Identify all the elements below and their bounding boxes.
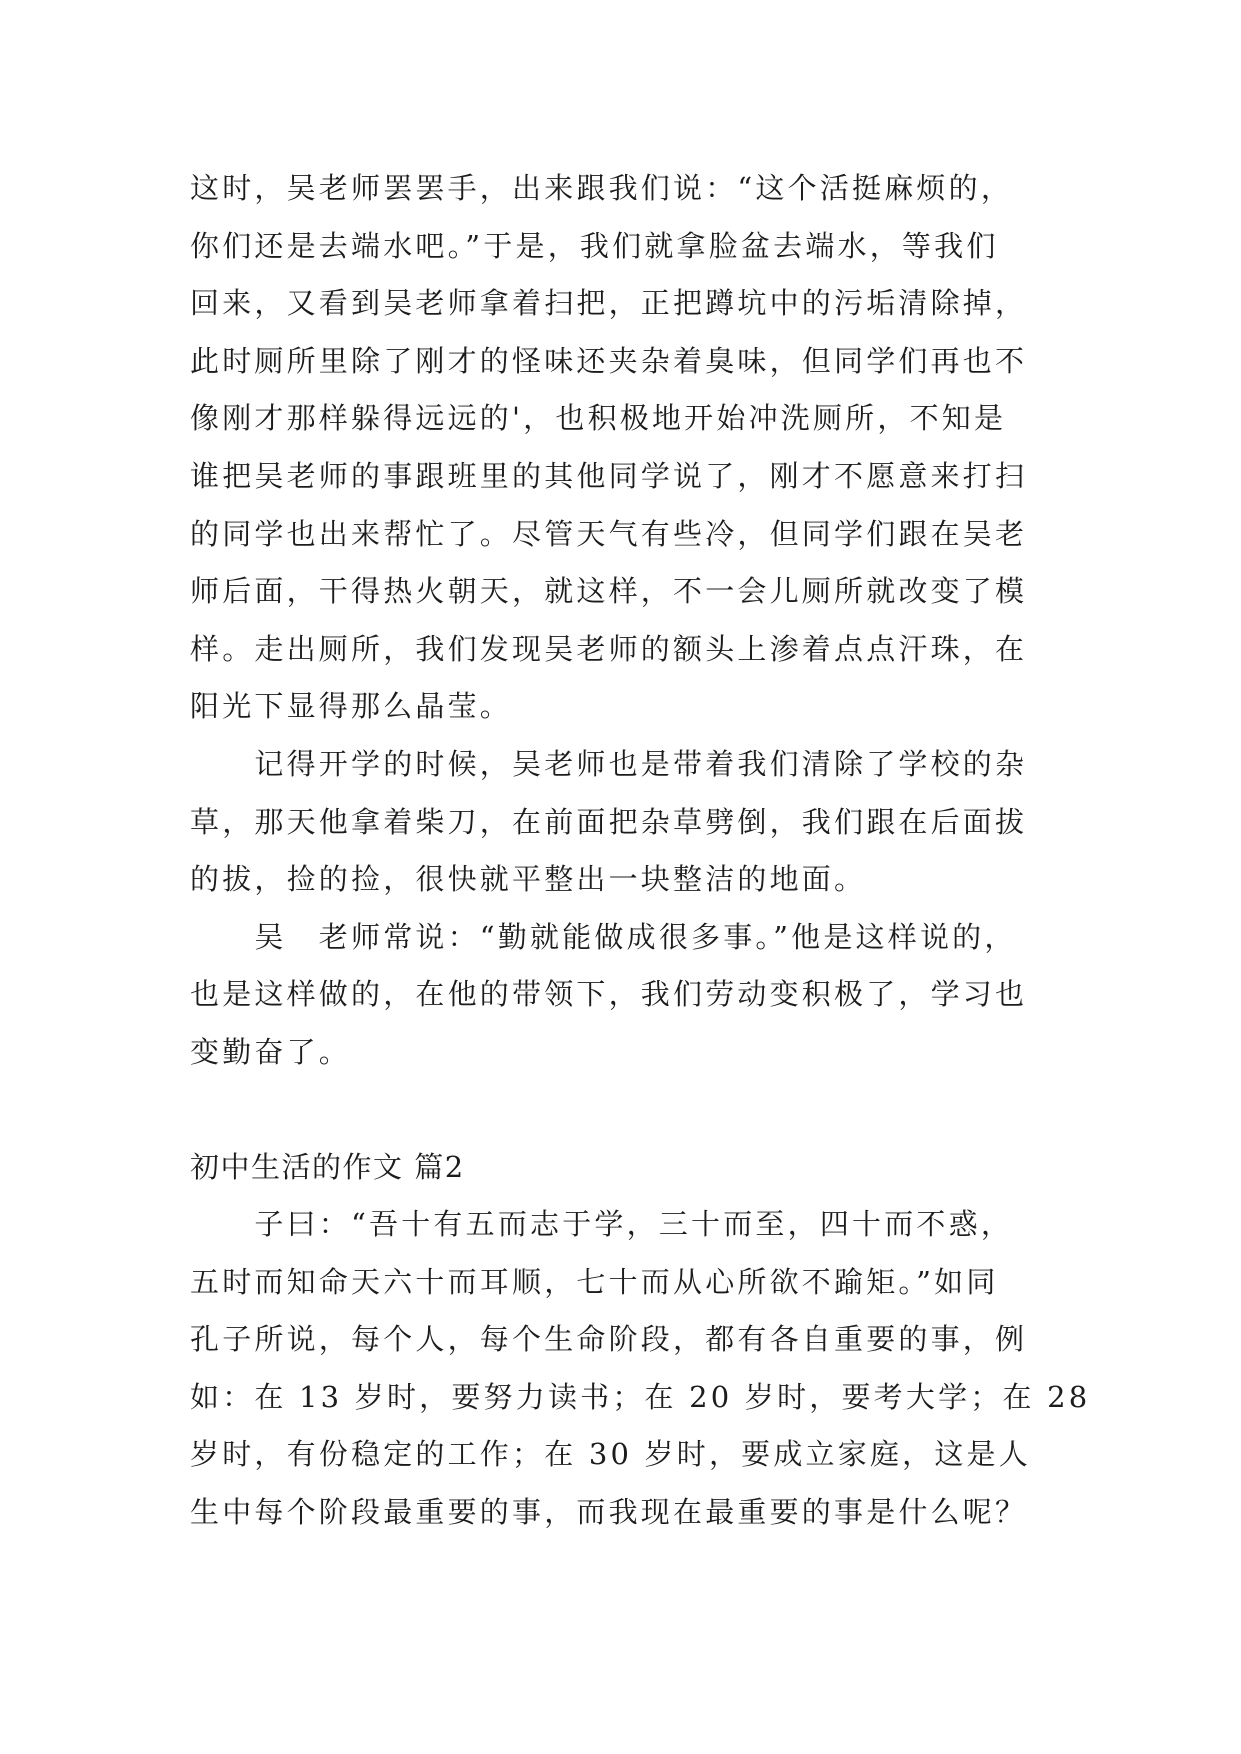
text-line: 你们还是去端水吧。”于是，我们就拿脸盆去端水，等我们 — [190, 228, 999, 263]
text-line: 如：在 13 岁时，要努力读书；在 20 岁时，要考大学；在 28 — [190, 1379, 1091, 1414]
paragraph-clearing-weeds — [190, 736, 1090, 909]
text-line: 生中每个阶段最重要的事，而我现在最重要的事是什么呢？ — [190, 1495, 1028, 1530]
text-line: 子曰：“吾十有五而志于学，三十而至，四十而不惑， — [190, 1207, 1014, 1242]
text-line: 孔子所说，每个人，每个生命阶段，都有各自重要的事，例 — [190, 1322, 1028, 1357]
text-line: 样。走出厕所，我们发现吴老师的额头上渗着点点汗珠，在 — [190, 631, 1028, 666]
text-line: 回来，又看到吴老师拿着扫把，正把蹲坑中的污垢清除掉， — [190, 286, 1028, 321]
text-line: 像刚才那样躲得远远的'，也积极地开始冲洗厕所，不知是 — [190, 401, 1007, 436]
text-line: 岁时，有份稳定的工作；在 30 岁时，要成立家庭，这是人 — [190, 1437, 1031, 1472]
text-line: 此时厕所里除了刚才的怪味还夹杂着臭味，但同学们再也不 — [190, 343, 1028, 378]
text-line: 师后面，干得热火朝天，就这样，不一会儿厕所就改变了模 — [190, 574, 1028, 609]
text-line: 记得开学的时候，吴老师也是带着我们清除了学校的杂 — [190, 746, 1028, 781]
text-line: 变勤奋了。 — [190, 1034, 352, 1069]
document-body — [190, 160, 1090, 1542]
text-line: 草，那天他拿着柴刀，在前面把杂草劈倒，我们跟在后面拔 — [190, 804, 1028, 839]
paragraph-teacher-saying — [190, 909, 1090, 1082]
text-line: 这时，吴老师罢罢手，出来跟我们说：“这个活挺麻烦的， — [190, 171, 1014, 205]
text-line: 也是这样做的，在他的带领下，我们劳动变积极了，学习也 — [190, 977, 1028, 1012]
text-line: 的拔，捡的捡，很快就平整出一块整洁的地面。 — [190, 862, 867, 897]
paragraph-confucius-quote — [190, 1196, 1090, 1542]
text-line: 五时而知命天六十而耳顺，七十而从心所欲不踰矩。”如同 — [190, 1264, 999, 1299]
text-line: 吴 老师常说：“勤就能做成很多事。”他是这样说的， — [190, 919, 1017, 954]
section-title: 初中生活的作文 篇2 — [190, 1149, 465, 1184]
paragraph-cleaning-toilet — [190, 160, 1090, 736]
text-line: 的同学也出来帮忙了。尽管天气有些冷，但同学们跟在吴老 — [190, 516, 1028, 551]
section-heading — [190, 1139, 1090, 1197]
text-line: 谁把吴老师的事跟班里的其他同学说了，刚才不愿意来打扫 — [190, 458, 1028, 493]
text-line: 阳光下显得那么晶莹。 — [190, 689, 513, 724]
